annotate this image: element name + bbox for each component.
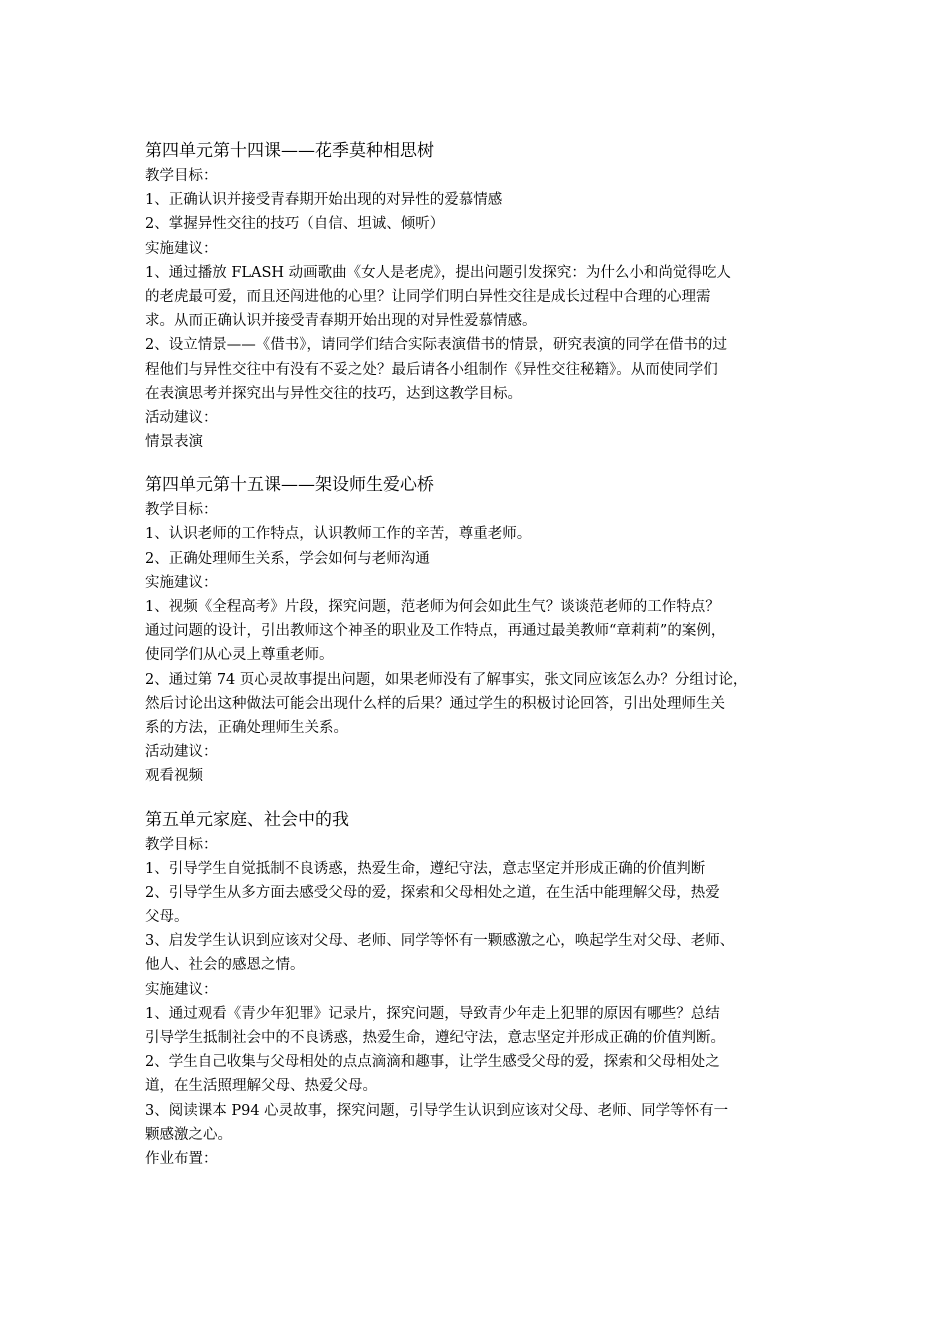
text-line: 他人、社会的感恩之情。: [145, 957, 305, 974]
text-line: 1、视频《全程高考》片段，探究问题，范老师为何会如此生气？谈谈范老师的工作特点？: [145, 599, 720, 615]
section-title: 第四单元第十四课——花季莫种相思树: [145, 141, 434, 161]
section-title: 第五单元家庭、社会中的我: [145, 809, 349, 830]
text-line: 活动建议：: [145, 744, 218, 761]
text-line: 教学目标：: [145, 502, 218, 519]
section-spacer: [145, 789, 815, 807]
text-line: 实施建议：: [145, 240, 218, 257]
text-line: 2、引导学生从多方面去感受父母的爱，探索和父母相处之道，在生活中能理解父母，热爱: [145, 884, 720, 901]
text-line: 求。从而正确认识并接受青春期开始出现的对异性爱慕情感。: [145, 313, 537, 330]
text-line: 1、正确认识并接受青春期开始出现的对异性的爱慕情感: [145, 192, 503, 209]
text-line: 3、阅读课本 P94 心灵故事，探究问题，引导学生认识到应该对父母、老师、同学等怀有一: [145, 1102, 729, 1119]
text-line: 作业布置：: [145, 1150, 218, 1167]
text-line: 2、正确处理师生关系，学会如何与老师沟通: [145, 550, 430, 567]
text-line: 使同学们从心灵上尊重老师。: [145, 647, 334, 664]
text-line: 系的方法，正确处理师生关系。: [145, 719, 348, 736]
text-line: 的老虎最可爱，而且还闯进他的心里？让同学们明白异性交往是成长过程中合理的心理需: [145, 288, 711, 305]
text-line: 道，在生活照理解父母、热爱父母。: [145, 1078, 377, 1095]
text-line: 2、学生自己收集与父母相处的点点滴滴和趣事，让学生感受父母的爱，探索和父母相处之: [145, 1054, 720, 1071]
text-line: 1、通过播放 FLASH 动画歌曲《女人是老虎》，提出问题引发探究：为什么小和尚觉得吃人: [145, 264, 731, 281]
text-line: 情景表演: [145, 434, 203, 451]
text-line: 实施建议：: [145, 981, 218, 998]
text-line: 引导学生抵制社会中的不良诱惑，热爱生命，遵纪守法，意志坚定并形成正确的价值判断。: [145, 1030, 725, 1046]
text-line: 实施建议：: [145, 574, 218, 591]
section-title: 第四单元第十五课——架设师生爱心桥: [145, 475, 434, 496]
text-line: 程他们与异性交往中有没有不妥之处？最后请各小组制作《异性交往秘籍》。从而使同学们: [145, 361, 718, 378]
text-line: 父母。: [145, 909, 189, 926]
text-line: 教学目标：: [145, 836, 218, 853]
text-line: 3、启发学生认识到应该对父母、老师、同学等怀有一颗感激之心，唤起学生对父母、老师、: [145, 933, 735, 950]
text-line: 颗感激之心。: [145, 1126, 232, 1143]
text-line: 1、通过观看《青少年犯罪》记录片，探究问题，导致青少年走上犯罪的原因有哪些？总结: [145, 1005, 720, 1022]
text-line: 2、通过第 74 页心灵故事提出问题，如果老师没有了解事实，张文同应该怎么办？分组讨论，: [145, 671, 748, 688]
text-line: 1、认识老师的工作特点，认识教师工作的辛苦，尊重老师。: [145, 526, 532, 543]
document-body: [145, 138, 815, 1171]
text-line: 通过问题的设计，引出教师这个神圣的职业及工作特点，再通过最美教师“章莉莉”的案例，: [145, 623, 726, 640]
text-line: 在表演思考并探究出与异性交往的技巧，达到这教学目标。: [145, 385, 522, 402]
text-line: 2、掌握异性交往的技巧（自信、坦诚、倾听）: [145, 216, 445, 233]
section-spacer: [145, 454, 815, 472]
text-line: 2、设立情景——《借书》，请同学们结合实际表演借书的情景，研究表演的同学在借书的过: [145, 337, 727, 354]
section-lesson-14: [145, 138, 815, 454]
section-unit-5: [145, 807, 815, 1172]
section-lesson-15: [145, 472, 815, 788]
text-line: 观看视频: [145, 768, 203, 785]
text-line: 然后讨论出这种做法可能会出现什么样的后果？通过学生的积极讨论回答，引出处理师生关: [145, 695, 725, 712]
text-line: 活动建议：: [145, 409, 218, 426]
text-line: 1、引导学生自觉抵制不良诱惑，热爱生命，遵纪守法，意志坚定并形成正确的价值判断: [145, 860, 706, 877]
text-line: 教学目标：: [145, 168, 218, 184]
